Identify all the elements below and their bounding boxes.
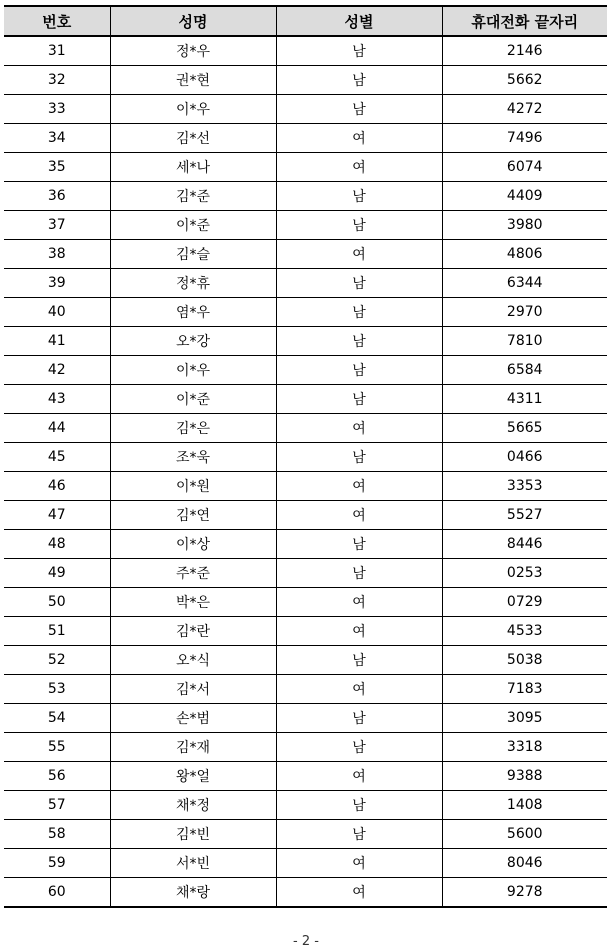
table-row [4, 849, 607, 878]
table-row [4, 36, 607, 66]
table-row [4, 733, 607, 762]
cell-number: 46 [4, 472, 110, 501]
cell-number: 39 [4, 269, 110, 298]
cell-phone-last-digits: 6584 [442, 356, 607, 385]
cell-name: 김*서 [110, 675, 276, 704]
cell-name: 주*준 [110, 559, 276, 588]
cell-phone-last-digits: 0253 [442, 559, 607, 588]
cell-name: 박*은 [110, 588, 276, 617]
cell-number: 37 [4, 211, 110, 240]
cell-phone-last-digits: 8446 [442, 530, 607, 559]
cell-number: 42 [4, 356, 110, 385]
cell-phone-last-digits: 7183 [442, 675, 607, 704]
cell-name: 오*식 [110, 646, 276, 675]
cell-phone-last-digits: 1408 [442, 791, 607, 820]
cell-phone-last-digits: 9388 [442, 762, 607, 791]
table-row [4, 153, 607, 182]
table-row [4, 385, 607, 414]
cell-name: 김*슬 [110, 240, 276, 269]
table-row [4, 820, 607, 849]
table-row [4, 211, 607, 240]
cell-gender: 여 [276, 762, 442, 791]
cell-number: 31 [4, 36, 110, 66]
cell-gender: 남 [276, 298, 442, 327]
cell-phone-last-digits: 7810 [442, 327, 607, 356]
cell-gender: 여 [276, 849, 442, 878]
cell-gender: 남 [276, 704, 442, 733]
cell-name: 김*준 [110, 182, 276, 211]
table-row [4, 298, 607, 327]
cell-gender: 남 [276, 733, 442, 762]
cell-name: 김*은 [110, 414, 276, 443]
table-row [4, 124, 607, 153]
table-row [4, 588, 607, 617]
header-row [4, 6, 607, 36]
cell-number: 48 [4, 530, 110, 559]
cell-phone-last-digits: 0729 [442, 588, 607, 617]
table-row [4, 327, 607, 356]
cell-phone-last-digits: 0466 [442, 443, 607, 472]
cell-gender: 남 [276, 95, 442, 124]
cell-phone-last-digits: 9278 [442, 878, 607, 908]
cell-gender: 남 [276, 269, 442, 298]
cell-number: 58 [4, 820, 110, 849]
roster-table [4, 5, 607, 908]
header-number: 번호 [4, 6, 110, 36]
cell-name: 이*우 [110, 95, 276, 124]
cell-name: 이*우 [110, 356, 276, 385]
cell-gender: 여 [276, 472, 442, 501]
cell-phone-last-digits: 4311 [442, 385, 607, 414]
header-name: 성명 [110, 6, 276, 36]
cell-number: 35 [4, 153, 110, 182]
table-row [4, 472, 607, 501]
cell-gender: 남 [276, 530, 442, 559]
cell-number: 49 [4, 559, 110, 588]
table-row [4, 704, 607, 733]
cell-name: 서*빈 [110, 849, 276, 878]
table-row [4, 269, 607, 298]
cell-name: 이*상 [110, 530, 276, 559]
table-row [4, 762, 607, 791]
cell-name: 이*준 [110, 385, 276, 414]
cell-gender: 남 [276, 443, 442, 472]
cell-phone-last-digits: 4409 [442, 182, 607, 211]
cell-phone-last-digits: 4272 [442, 95, 607, 124]
table-row [4, 791, 607, 820]
cell-name: 세*나 [110, 153, 276, 182]
cell-name: 정*우 [110, 36, 276, 66]
table-row [4, 646, 607, 675]
cell-number: 36 [4, 182, 110, 211]
cell-gender: 남 [276, 791, 442, 820]
cell-name: 오*강 [110, 327, 276, 356]
cell-phone-last-digits: 2970 [442, 298, 607, 327]
cell-number: 52 [4, 646, 110, 675]
cell-name: 김*선 [110, 124, 276, 153]
cell-phone-last-digits: 7496 [442, 124, 607, 153]
cell-number: 47 [4, 501, 110, 530]
cell-name: 손*범 [110, 704, 276, 733]
cell-phone-last-digits: 5665 [442, 414, 607, 443]
cell-name: 이*준 [110, 211, 276, 240]
cell-number: 56 [4, 762, 110, 791]
cell-phone-last-digits: 5038 [442, 646, 607, 675]
cell-name: 권*현 [110, 66, 276, 95]
cell-number: 45 [4, 443, 110, 472]
table-body [4, 36, 607, 907]
cell-phone-last-digits: 3095 [442, 704, 607, 733]
cell-gender: 남 [276, 327, 442, 356]
cell-gender: 여 [276, 617, 442, 646]
cell-gender: 남 [276, 182, 442, 211]
page-number: - 2 - [293, 934, 319, 949]
table-row [4, 878, 607, 908]
table-row [4, 501, 607, 530]
cell-phone-last-digits: 6074 [442, 153, 607, 182]
cell-phone-last-digits: 3980 [442, 211, 607, 240]
cell-number: 54 [4, 704, 110, 733]
table-row [4, 559, 607, 588]
cell-name: 조*욱 [110, 443, 276, 472]
cell-number: 43 [4, 385, 110, 414]
cell-gender: 남 [276, 820, 442, 849]
cell-number: 33 [4, 95, 110, 124]
table-row [4, 95, 607, 124]
cell-gender: 남 [276, 66, 442, 95]
cell-gender: 남 [276, 356, 442, 385]
cell-phone-last-digits: 4533 [442, 617, 607, 646]
cell-gender: 남 [276, 559, 442, 588]
cell-name: 김*빈 [110, 820, 276, 849]
cell-name: 염*우 [110, 298, 276, 327]
cell-number: 53 [4, 675, 110, 704]
cell-number: 50 [4, 588, 110, 617]
cell-name: 채*정 [110, 791, 276, 820]
cell-gender: 남 [276, 36, 442, 66]
header-phone-last-digits: 휴대전화 끝자리 [442, 6, 607, 36]
cell-gender: 여 [276, 675, 442, 704]
table-row [4, 240, 607, 269]
cell-number: 51 [4, 617, 110, 646]
cell-gender: 여 [276, 501, 442, 530]
cell-phone-last-digits: 5662 [442, 66, 607, 95]
cell-number: 44 [4, 414, 110, 443]
cell-number: 59 [4, 849, 110, 878]
cell-number: 34 [4, 124, 110, 153]
cell-phone-last-digits: 8046 [442, 849, 607, 878]
cell-phone-last-digits: 6344 [442, 269, 607, 298]
cell-gender: 남 [276, 646, 442, 675]
table-row [4, 530, 607, 559]
cell-phone-last-digits: 3318 [442, 733, 607, 762]
cell-phone-last-digits: 5600 [442, 820, 607, 849]
cell-number: 55 [4, 733, 110, 762]
cell-phone-last-digits: 2146 [442, 36, 607, 66]
cell-gender: 남 [276, 385, 442, 414]
table-row [4, 182, 607, 211]
cell-gender: 남 [276, 211, 442, 240]
cell-name: 김*재 [110, 733, 276, 762]
cell-number: 38 [4, 240, 110, 269]
cell-gender: 여 [276, 240, 442, 269]
table-row [4, 356, 607, 385]
table-row [4, 443, 607, 472]
table-row [4, 414, 607, 443]
cell-name: 김*연 [110, 501, 276, 530]
cell-gender: 여 [276, 153, 442, 182]
cell-gender: 여 [276, 878, 442, 908]
cell-number: 57 [4, 791, 110, 820]
table-row [4, 66, 607, 95]
table-row [4, 617, 607, 646]
cell-name: 왕*얼 [110, 762, 276, 791]
table-row [4, 675, 607, 704]
cell-name: 정*휴 [110, 269, 276, 298]
cell-number: 40 [4, 298, 110, 327]
header-gender: 성별 [276, 6, 442, 36]
cell-name: 이*원 [110, 472, 276, 501]
cell-name: 김*란 [110, 617, 276, 646]
cell-gender: 여 [276, 588, 442, 617]
cell-phone-last-digits: 5527 [442, 501, 607, 530]
cell-gender: 여 [276, 124, 442, 153]
cell-phone-last-digits: 4806 [442, 240, 607, 269]
cell-phone-last-digits: 3353 [442, 472, 607, 501]
cell-gender: 여 [276, 414, 442, 443]
cell-number: 60 [4, 878, 110, 908]
cell-number: 32 [4, 66, 110, 95]
cell-number: 41 [4, 327, 110, 356]
cell-name: 채*랑 [110, 878, 276, 908]
